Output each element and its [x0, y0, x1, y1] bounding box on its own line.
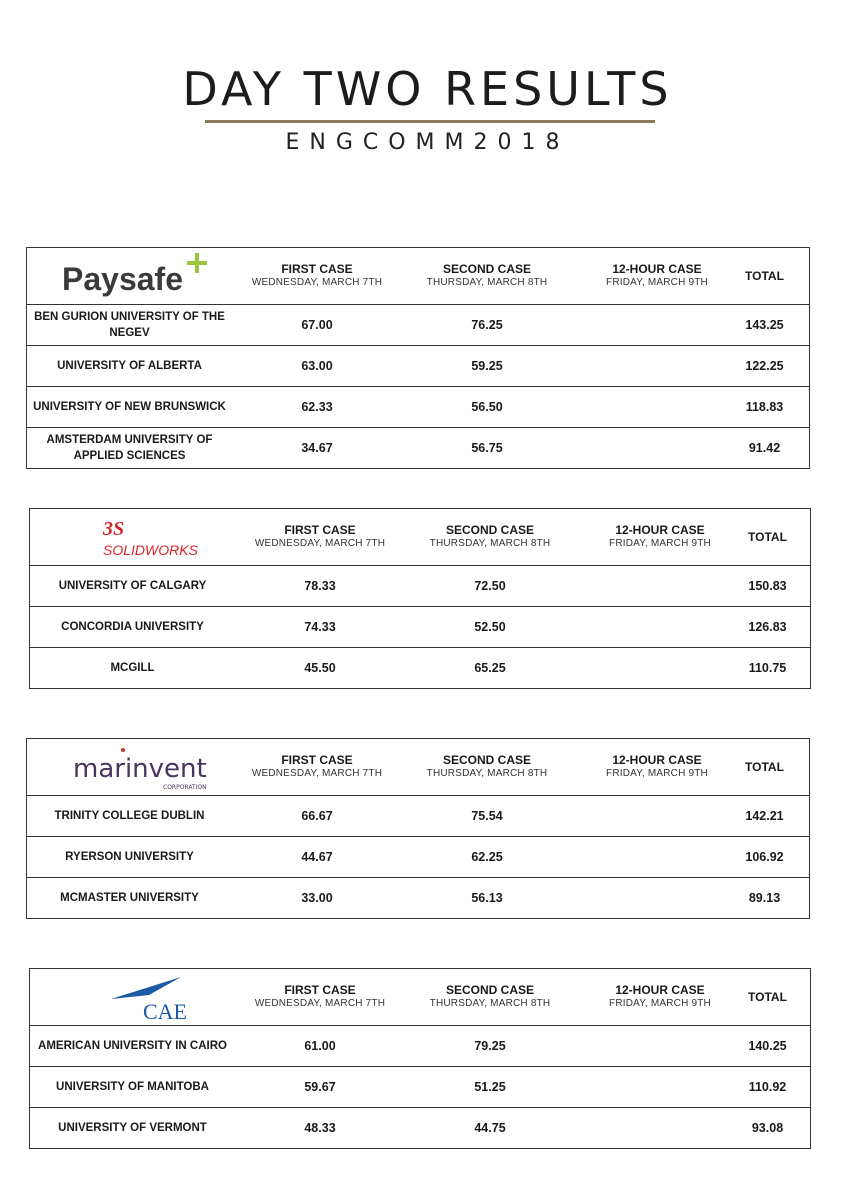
svg-text:marinvent: marinvent: [72, 754, 207, 784]
page-subtitle: ENGCOMM2018: [285, 130, 570, 155]
col-total: TOTAL: [745, 760, 784, 774]
table-header-row: [30, 509, 810, 566]
table-row: BEN GURION UNIVERSITY OF THE NEGEV 67.00 76.25 143.25: [27, 305, 809, 346]
results-table-solidworks: [29, 508, 811, 689]
col-12-hour-case: 12-HOUR CASE FRIDAY, MARCH 9TH: [609, 523, 711, 549]
col-second-case: SECOND CASE THURSDAY, MARCH 8TH: [426, 753, 548, 779]
svg-text:Paysafe: Paysafe: [61, 261, 183, 297]
cae-logo: [30, 969, 235, 1025]
table-row: UNIVERSITY OF ALBERTA 63.00 59.25 122.25: [27, 346, 809, 387]
col-total: TOTAL: [745, 269, 784, 283]
col-total: TOTAL: [748, 530, 787, 544]
table-row: CONCORDIA UNIVERSITY 74.33 52.50 126.83: [30, 607, 810, 648]
col-second-case: SECOND CASE THURSDAY, MARCH 8TH: [429, 983, 551, 1009]
table-row: UNIVERSITY OF MANITOBA 59.67 51.25 110.92: [30, 1067, 810, 1108]
solidworks-logo: [30, 509, 235, 565]
table-row: UNIVERSITY OF VERMONT 48.33 44.75 93.08: [58, 1121, 784, 1135]
col-12-hour-case: 12-HOUR CASE FRIDAY, MARCH 9TH: [609, 983, 711, 1009]
results-table-paysafe: [26, 247, 810, 469]
table-row: UNIVERSITY OF NEW BRUNSWICK 62.33 56.50 118.83: [27, 387, 809, 428]
table-row: UNIVERSITY OF CALGARY 78.33 72.50 150.83: [30, 566, 810, 607]
table-row: RYERSON UNIVERSITY 44.67 62.25 106.92: [27, 837, 809, 878]
col-second-case: SECOND CASE THURSDAY, MARCH 8TH: [429, 523, 551, 549]
svg-text:SOLIDWORKS: SOLIDWORKS: [102, 542, 198, 558]
table-row: MCGILL 45.50 65.25 110.75: [110, 661, 787, 675]
table-header-row: [27, 739, 809, 796]
col-first-case: FIRST CASE WEDNESDAY, MARCH 7TH: [251, 262, 383, 288]
table-header-row: [27, 248, 809, 305]
col-first-case: FIRST CASE WEDNESDAY, MARCH 7TH: [254, 523, 386, 549]
title-divider: [205, 120, 655, 123]
table-row: AMSTERDAM UNIVERSITY OF APPLIED SCIENCES 34.67 56.75 91.42: [46, 434, 781, 462]
svg-text:CAE: CAE: [142, 999, 187, 1024]
col-12-hour-case: 12-HOUR CASE FRIDAY, MARCH 9TH: [606, 753, 708, 779]
table-row: MCMASTER UNIVERSITY 33.00 56.13 89.13: [60, 891, 781, 905]
paysafe-logo: [27, 248, 232, 304]
col-12-hour-case: 12-HOUR CASE FRIDAY, MARCH 9TH: [606, 262, 708, 288]
marinvent-logo: [27, 739, 232, 795]
svg-text:3S: 3S: [102, 518, 124, 540]
col-total: TOTAL: [748, 990, 787, 1004]
col-first-case: FIRST CASE WEDNESDAY, MARCH 7TH: [254, 983, 386, 1009]
svg-text:CORPORATION: CORPORATION: [162, 784, 207, 791]
results-table-marinvent: [26, 738, 810, 919]
table-header-row: [30, 969, 810, 1026]
col-first-case: FIRST CASE WEDNESDAY, MARCH 7TH: [251, 753, 383, 779]
table-row: TRINITY COLLEGE DUBLIN 66.67 75.54 142.21: [27, 796, 809, 837]
col-second-case: SECOND CASE THURSDAY, MARCH 8TH: [426, 262, 548, 288]
page-title: DAY TWO RESULTS: [182, 62, 673, 116]
table-row: AMERICAN UNIVERSITY IN CAIRO 61.00 79.25 140.25: [30, 1026, 810, 1067]
results-table-cae: [29, 968, 811, 1149]
